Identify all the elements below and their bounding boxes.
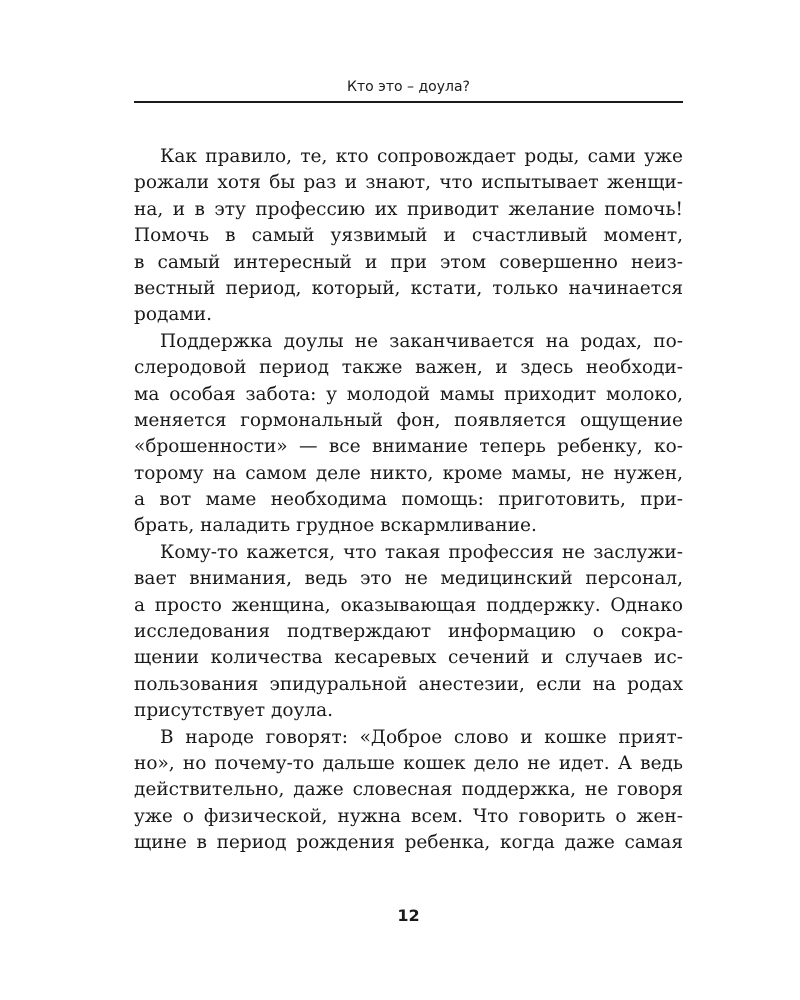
text-line: но», но почему-то дальше кошек дело не идет. А ведь [134,752,683,774]
text-line: Как правило, те, кто сопровождает роды, сами уже [160,146,683,167]
text-line: присутствует доула. [134,700,334,722]
text-line: слеродовой период также важен, и здесь необходи- [134,357,683,379]
text-line: брать, наладить грудное вскармливание. [134,515,537,537]
text-line: щении количества кесаревых сечений и случаев ис- [134,647,683,669]
paragraph-4 [134,725,683,857]
running-head: Кто это – доула? [347,79,470,95]
paragraph-3 [134,540,683,725]
text-line: пользования эпидуральной анестезии, если на родах [134,673,683,695]
text-line: вает внимания, ведь это не медицинский персонал, [134,568,683,590]
header-rule [134,101,683,103]
text-line: а вот маме необходима помощь: приготовить, при- [134,489,683,511]
text-line: В народе говорят: «Доброе слово и кошке прият- [160,726,683,748]
text-line: Помочь в самый уязвимый и счастливый момент, [134,225,683,247]
text-line: ма особая забота: у молодой мамы приходит молоко, [134,383,683,405]
text-line: меняется гормональный фон, появляется ощущение [134,409,683,431]
text-line: рожали хотя бы раз и знают, что испытывает женщи- [134,172,683,194]
text-line: родами. [134,304,213,326]
paragraph-1 [134,144,683,329]
text-line: действительно, даже словесная поддержка, не говоря [134,779,683,801]
body-text [134,144,683,857]
text-line: в самый интересный и при этом совершенно неиз- [134,251,683,273]
text-line: торому на самом деле никто, кроме мамы, не нужен, [134,462,683,484]
text-line: уже о физической, нужна всем. Что говорить о жен- [134,805,683,827]
text-line: исследования подтверждают информацию о сокра- [134,621,683,643]
paragraph-2 [134,329,683,540]
text-line: Кому-то кажется, что такая профессия не заслужи- [160,541,683,563]
text-line: щине в период рождения ребенка, когда даже самая [134,832,683,854]
page-number: 12 [397,906,420,925]
text-line: «брошенности» — все внимание теперь ребенку, ко- [134,436,683,458]
text-line: вестный период, который, кстати, только начинается [134,277,683,299]
text-line: а просто женщина, оказывающая поддержку. Однако [134,594,683,616]
text-line: на, и в эту профессию их приводит желание помочь! [134,198,683,220]
text-line: Поддержка доулы не заканчивается на родах, по- [160,330,683,352]
